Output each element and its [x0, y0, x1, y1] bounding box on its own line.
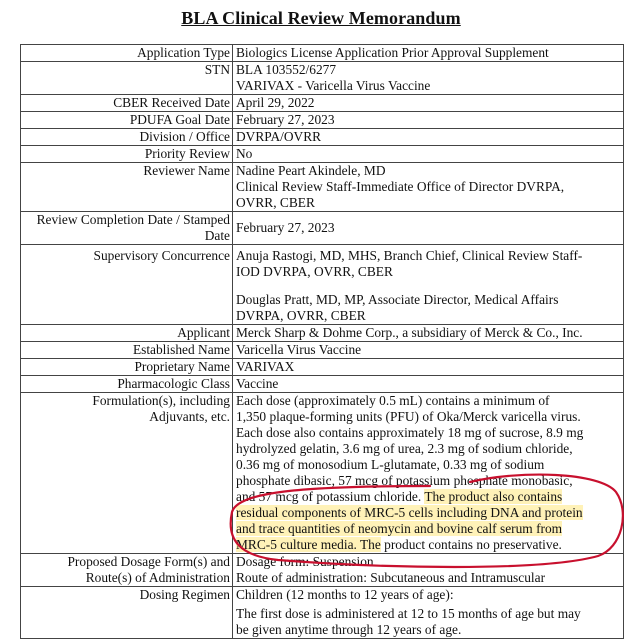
formulation-highlight-3: and trace quantities of neomycin and bovine calf serum from: [236, 521, 563, 536]
row-dosing: [21, 587, 624, 639]
label-dosage-form: [21, 554, 233, 587]
stn-product: VARIVAX - Varicella Virus Vaccine: [236, 78, 431, 93]
value-application-type: Biologics License Application Prior Approval Supplement: [233, 45, 624, 62]
label-completion: [21, 212, 233, 245]
value-pharm-class: Vaccine: [233, 376, 624, 393]
row-priority: [21, 146, 624, 163]
value-priority: No: [233, 146, 624, 163]
formulation-line-6: phosphate dibasic, 57 mcg of potassium phosphate monobasic,: [236, 473, 573, 488]
value-dosing: [233, 587, 624, 639]
formulation-label-1: Formulation(s), including: [92, 393, 230, 408]
row-proprietary: [21, 359, 624, 376]
formulation-line-2: 1,350 plaque-forming units (PFU) of Oka/Merck varicella virus.: [236, 409, 581, 424]
completion-label-2: Date: [204, 228, 230, 243]
supervisory-b-2: DVRPA, OVRR, CBER: [236, 308, 366, 323]
row-pharm-class: [21, 376, 624, 393]
value-completion: February 27, 2023: [233, 212, 624, 245]
row-established: [21, 342, 624, 359]
label-cber-received: CBER Received Date: [21, 95, 233, 112]
formulation-line-3: Each dose also contains approximately 18 mg of sucrose, 8.9 mg: [236, 425, 584, 440]
row-formulation: [21, 393, 624, 554]
formulation-line-8: [236, 505, 620, 521]
formulation-line-9: [236, 521, 620, 537]
label-pdufa: PDUFA Goal Date: [21, 112, 233, 129]
label-applicant: Applicant: [21, 325, 233, 342]
label-pharm-class: Pharmacologic Class: [21, 376, 233, 393]
row-pdufa: [21, 112, 624, 129]
label-supervisory: Supervisory Concurrence: [21, 245, 233, 325]
dosage-form-label-2: Route(s) of Administration: [85, 570, 230, 585]
label-dosing: Dosing Regimen: [21, 587, 233, 639]
label-division: Division / Office: [21, 129, 233, 146]
dosage-form-line-2: Route of administration: Subcutaneous and Intramuscular: [236, 570, 546, 585]
label-reviewer: Reviewer Name: [21, 163, 233, 212]
formulation-highlight-2: residual components of MRC-5 cells including DNA and protein: [236, 505, 583, 520]
formulation-line-7-plain: and 57 mcg of potassium chloride.: [236, 489, 425, 504]
value-proprietary: VARIVAX: [233, 359, 624, 376]
row-applicant: [21, 325, 624, 342]
row-division: [21, 129, 624, 146]
dosage-form-line-1: Dosage form: Suspension: [236, 554, 374, 569]
value-formulation: [233, 393, 624, 554]
label-priority: Priority Review: [21, 146, 233, 163]
reviewer-line-1: Nadine Peart Akindele, MD: [236, 163, 386, 178]
dosing-line-3: be given anytime through 12 years of age.: [236, 622, 462, 637]
value-stn: [233, 62, 624, 95]
reviewer-line-3: OVRR, CBER: [236, 195, 315, 210]
supervisory-a-2: IOD DVRPA, OVRR, CBER: [236, 264, 393, 279]
memo-table: [20, 44, 624, 639]
formulation-line-1: Each dose (approximately 0.5 mL) contains a minimum of: [236, 393, 550, 408]
formulation-line-10-plain: product contains no preservative.: [380, 537, 562, 552]
formulation-label-2: Adjuvants, etc.: [149, 409, 230, 424]
label-established: Established Name: [21, 342, 233, 359]
value-dosage-form: [233, 554, 624, 587]
label-stn: STN: [21, 62, 233, 95]
value-reviewer: [233, 163, 624, 212]
value-pdufa: February 27, 2023: [233, 112, 624, 129]
supervisory-a-1: Anuja Rastogi, MD, MHS, Branch Chief, Clinical Review Staff-: [236, 248, 583, 263]
value-division: DVRPA/OVRR: [233, 129, 624, 146]
dosing-line-1: Children (12 months to 12 years of age):: [236, 587, 454, 602]
formulation-highlight-start: The product also contains: [424, 489, 563, 504]
label-proprietary: Proprietary Name: [21, 359, 233, 376]
row-dosage-form: [21, 554, 624, 587]
value-supervisory: [233, 245, 624, 325]
formulation-line-4: hydrolyzed gelatin, 3.6 mg of urea, 2.3 mg of sodium chloride,: [236, 441, 573, 456]
label-application-type: Application Type: [21, 45, 233, 62]
value-cber-received: April 29, 2022: [233, 95, 624, 112]
formulation-highlight-end: MRC-5 culture media. The: [236, 537, 381, 552]
row-application-type: [21, 45, 624, 62]
completion-label-1: Review Completion Date / Stamped: [36, 212, 230, 227]
row-completion: [21, 212, 624, 245]
value-applicant: Merck Sharp & Dohme Corp., a subsidiary of Merck & Co., Inc.: [233, 325, 624, 342]
supervisory-b-1: Douglas Pratt, MD, MP, Associate Director, Medical Affairs: [236, 292, 559, 307]
formulation-line-7: [236, 489, 620, 505]
formulation-line-10: [236, 537, 620, 553]
row-cber-received: [21, 95, 624, 112]
row-reviewer: [21, 163, 624, 212]
label-formulation: [21, 393, 233, 554]
formulation-line-5: 0.36 mg of monosodium L-glutamate, 0.33 mg of sodium: [236, 457, 545, 472]
stn-number: BLA 103552/6277: [236, 62, 337, 77]
reviewer-line-2: Clinical Review Staff-Immediate Office of Director DVRPA,: [236, 179, 565, 194]
document-title: BLA Clinical Review Memorandum: [181, 8, 461, 28]
value-established: Varicella Virus Vaccine: [233, 342, 624, 359]
dosage-form-label-1: Proposed Dosage Form(s) and: [67, 554, 230, 569]
row-stn: [21, 62, 624, 95]
dosing-line-2: The first dose is administered at 12 to 15 months of age but may: [236, 606, 581, 621]
row-supervisory: [21, 245, 624, 325]
